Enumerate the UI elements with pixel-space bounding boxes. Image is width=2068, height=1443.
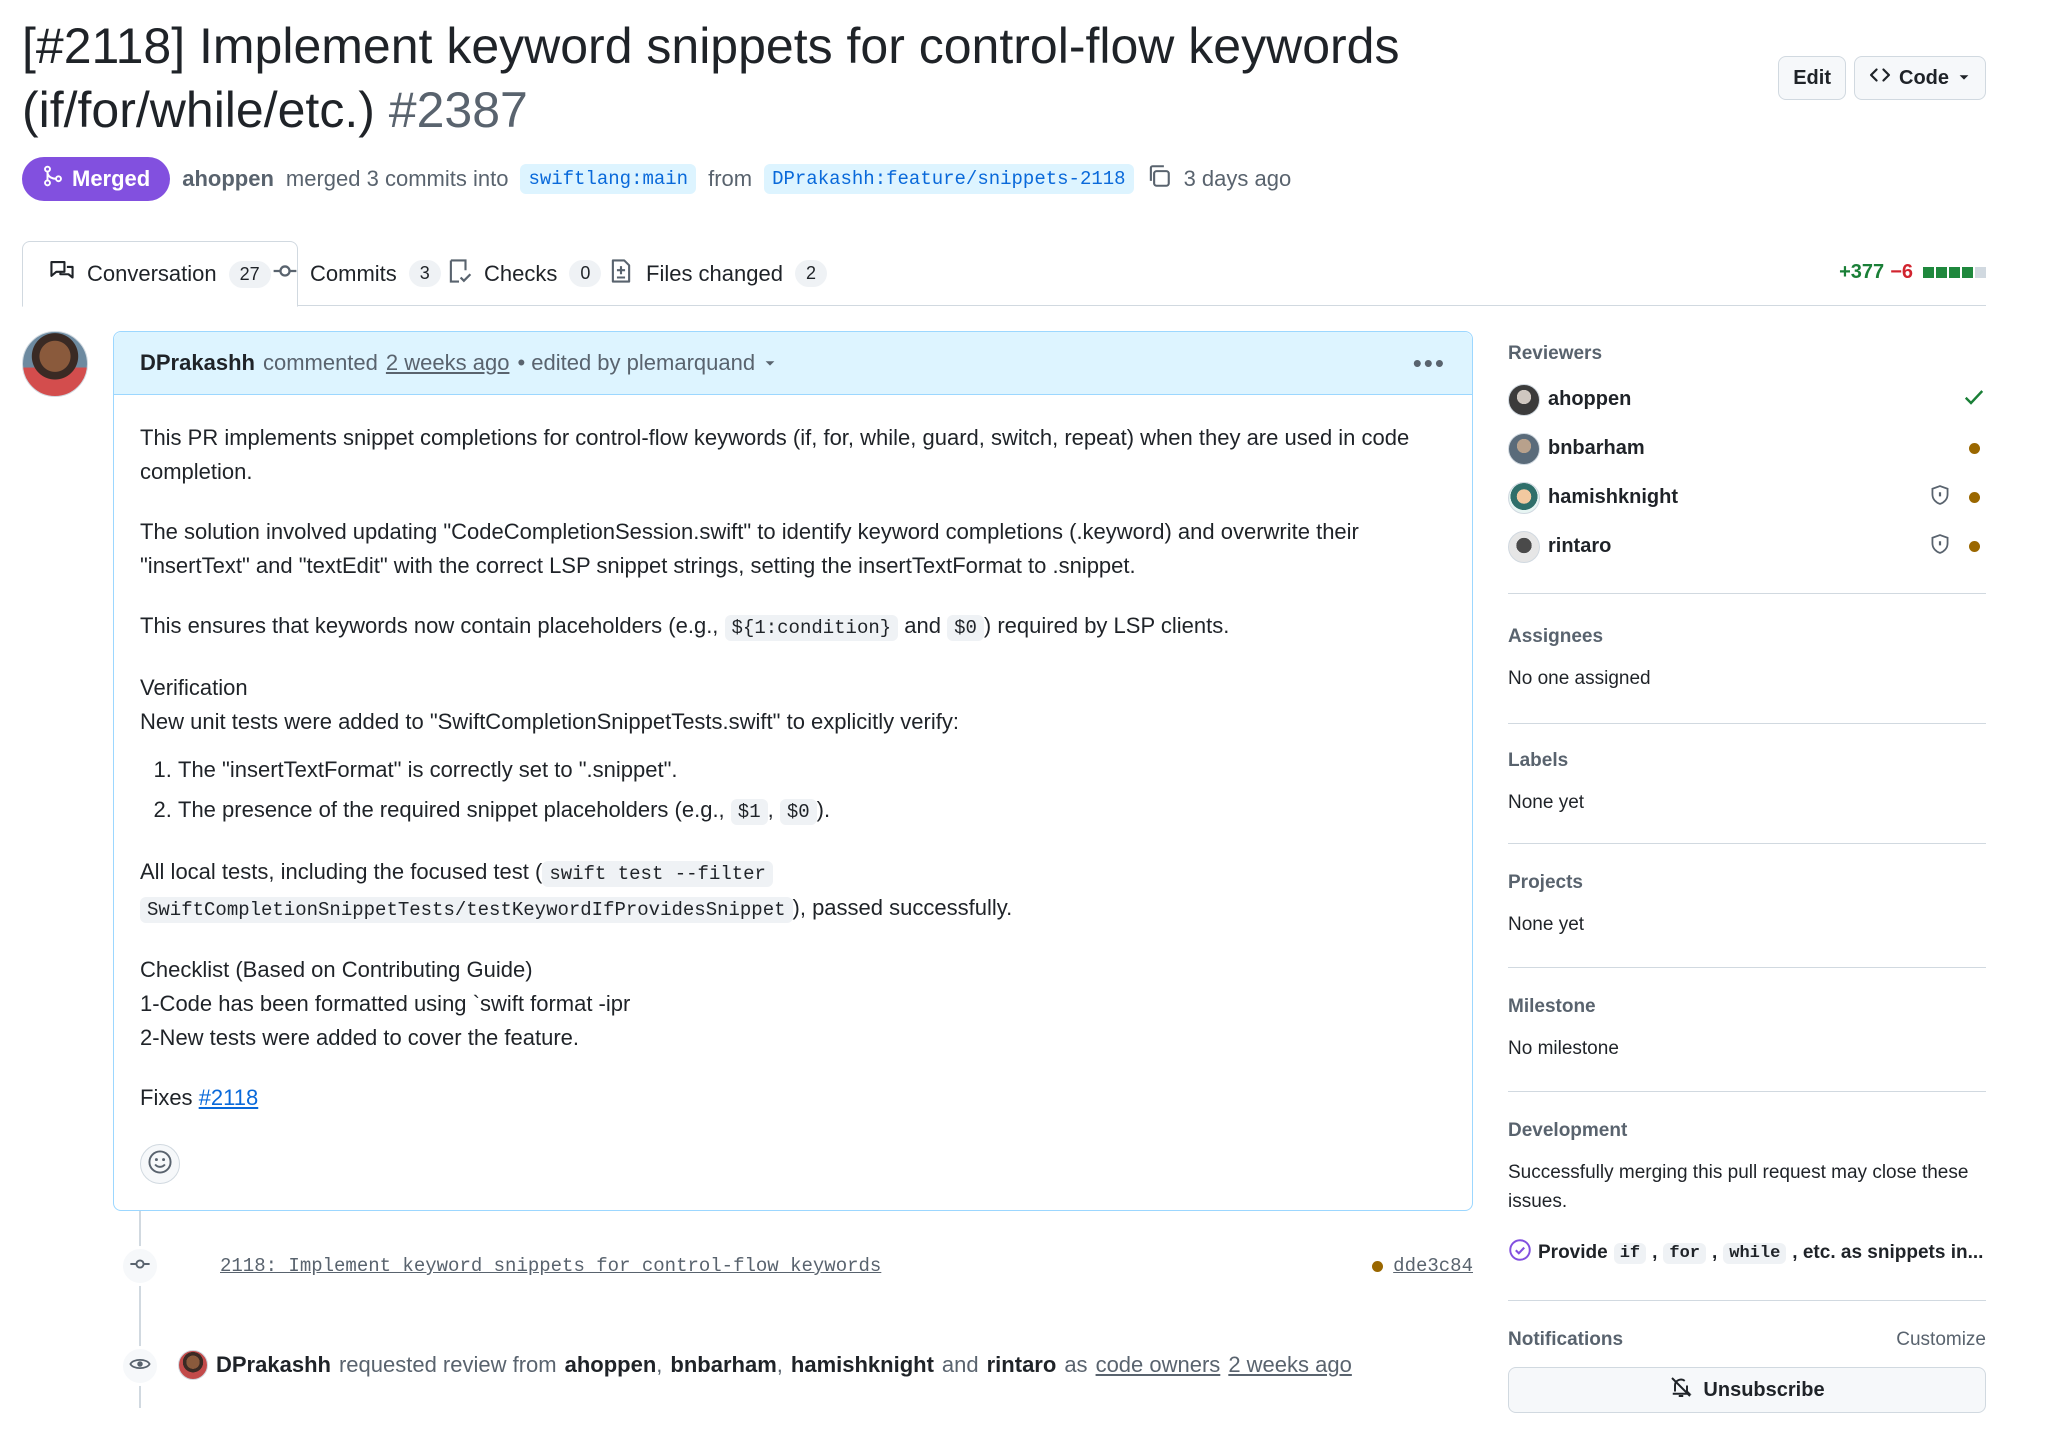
heading-text: Assignees <box>1508 626 1604 647</box>
pr-number: #2387 <box>388 82 528 138</box>
copy-icon[interactable] <box>1146 163 1172 195</box>
paragraph: New unit tests were added to "SwiftCompletionSnippetTests.swift" to explicitly verify: <box>140 709 959 734</box>
reviewer-link[interactable]: bnbarham <box>670 1352 777 1377</box>
check-icon <box>1962 385 1986 415</box>
reviewer-state <box>1929 484 1986 512</box>
text: Provide <box>1538 1242 1608 1263</box>
paragraph <box>140 855 1446 927</box>
tab-label: Conversation <box>87 261 217 286</box>
projects-section <box>1508 844 1986 968</box>
comment-verb: commented <box>262 350 378 375</box>
assignees-section <box>1508 594 1986 724</box>
text: Fixes <box>140 1085 193 1110</box>
git-commit-icon <box>129 1253 151 1280</box>
checklist-item: 2-New tests were added to cover the feature. <box>140 1025 580 1050</box>
tab-files-changed[interactable] <box>582 241 853 306</box>
text: All local tests, including the focused test ( <box>140 859 543 884</box>
heading-text: Milestone <box>1508 996 1596 1017</box>
development-section <box>1508 1092 1986 1301</box>
status-label: Merged <box>72 166 151 191</box>
reviewer-name: ahoppen <box>1548 388 1632 410</box>
heading-text: Development <box>1508 1120 1628 1141</box>
inline-code: $0 <box>947 615 984 641</box>
reviewer-item[interactable] <box>1508 424 1986 473</box>
heading-text: Notifications <box>1508 1329 1624 1350</box>
text: , <box>767 797 780 822</box>
verification-list <box>178 753 1446 829</box>
unsubscribe-button[interactable] <box>1508 1367 1986 1413</box>
reviewer-link[interactable]: ahoppen <box>564 1352 657 1377</box>
tab-counter: 2 <box>795 260 827 287</box>
labels-section <box>1508 724 1986 844</box>
reviewer-state <box>1962 385 1986 415</box>
additions-count: +377 <box>1839 261 1885 283</box>
avatar <box>1508 482 1540 514</box>
customize-link[interactable]: Customize <box>1896 1329 1986 1350</box>
checklist-title: Checklist (Based on Contributing Guide) <box>140 957 533 982</box>
text: as <box>1064 1352 1088 1377</box>
tab-label: Commits <box>310 260 397 286</box>
head-branch[interactable]: DPrakashh:feature/snippets-2118 <box>764 164 1133 194</box>
verification-title: Verification <box>140 675 248 700</box>
commit-sha: dde3c84 <box>1393 1255 1473 1277</box>
comment-discussion-icon <box>49 258 75 290</box>
list-item: 1. The "insertTextFormat" is correctly set to ".snippet". <box>178 753 1446 787</box>
text: , <box>656 1352 663 1377</box>
assignees-heading[interactable] <box>1508 626 1986 648</box>
labels-value: None yet <box>1508 792 1585 813</box>
commit-sha-link[interactable] <box>1372 1255 1473 1277</box>
notifications-heading <box>1508 1329 1986 1351</box>
code-button-label: Code <box>1899 66 1949 89</box>
merge-action-text: merged 3 commits into <box>285 166 509 191</box>
avatar[interactable] <box>22 331 88 397</box>
from-text: from <box>708 166 753 191</box>
merge-time: 3 days ago <box>1183 166 1292 191</box>
timeline-commit <box>220 1250 1473 1282</box>
avatar <box>1508 384 1540 416</box>
text: The presence of the required snippet placeholders (e.g., <box>178 797 731 822</box>
checklist-icon <box>446 258 472 290</box>
development-text: Successfully merging this pull request may close these issues. <box>1508 1162 1969 1212</box>
reviewer-item[interactable] <box>1508 473 1986 522</box>
milestone-section <box>1508 968 1986 1092</box>
shield-lock-icon <box>1929 533 1951 561</box>
comment-time[interactable]: 2 weeks ago <box>385 350 510 375</box>
pr-title <box>22 14 1442 142</box>
edit-button-label: Edit <box>1793 66 1831 89</box>
fixes-line <box>140 1081 1446 1115</box>
pending-dot <box>1969 492 1980 503</box>
add-reaction-button[interactable] <box>140 1144 180 1184</box>
reviewer-name: hamishknight <box>1548 486 1679 508</box>
heading-text: Reviewers <box>1508 343 1603 364</box>
triangle-down-icon[interactable] <box>763 350 777 376</box>
smiley-icon <box>147 1149 173 1180</box>
milestone-heading[interactable] <box>1508 996 1986 1018</box>
assignees-value: No one assigned <box>1508 668 1651 689</box>
edited-by[interactable]: • edited by plemarquand <box>517 350 756 375</box>
tab-counter: 3 <box>409 260 441 287</box>
paragraph: This PR implements snippet completions for control-flow keywords (if, for, while, guard, switch, repeat) when they are used in code completion. <box>140 425 1410 484</box>
tab-label: Checks <box>484 260 558 286</box>
inline-code: $1 <box>731 799 768 825</box>
review-time[interactable]: 2 weeks ago <box>1228 1352 1352 1377</box>
comment-author[interactable]: DPrakashh <box>140 350 255 375</box>
reviewers-heading[interactable] <box>1508 343 1986 365</box>
tab-counter: 0 <box>569 260 601 287</box>
reviewer-link[interactable]: hamishknight <box>790 1352 934 1377</box>
diffstat[interactable] <box>1839 261 1986 284</box>
reviewer-state <box>1929 533 1986 561</box>
code-icon <box>1869 64 1891 92</box>
text: ). <box>816 797 831 822</box>
reviewer-name: bnbarham <box>1548 437 1645 459</box>
pending-dot <box>1969 541 1980 552</box>
inline-code: for <box>1663 1243 1706 1264</box>
diffstat-blocks <box>1923 267 1986 278</box>
text: ), passed successfully. <box>792 895 1013 920</box>
reviewers-section <box>1508 331 1986 594</box>
inline-code: swift test --filter <box>542 861 773 887</box>
deletions-count: −6 <box>1890 261 1913 283</box>
file-diff-icon <box>608 258 634 290</box>
eye-icon <box>129 1353 151 1380</box>
review-text: requested review from <box>338 1352 557 1377</box>
reviewer-state <box>1969 443 1986 454</box>
issue-link[interactable]: #2118 <box>198 1085 259 1110</box>
header-actions <box>1778 56 1986 100</box>
paragraph <box>140 609 1446 645</box>
comment-header <box>114 332 1472 395</box>
status-dot <box>1372 1261 1383 1272</box>
issue-closed-icon <box>1508 1238 1532 1268</box>
reviewer-link[interactable]: rintaro <box>986 1352 1057 1377</box>
edit-button[interactable] <box>1778 56 1846 100</box>
caret-down-icon <box>1957 67 1971 90</box>
shield-lock-icon <box>1929 484 1951 512</box>
reviewer-item[interactable] <box>1508 375 1986 424</box>
projects-heading[interactable] <box>1508 872 1986 894</box>
tab-counter: 27 <box>229 261 271 288</box>
commit-message-link[interactable]: 2118: Implement keyword snippets for control-flow keywords <box>220 1255 882 1277</box>
inline-code: $0 <box>780 799 817 825</box>
avatar[interactable] <box>178 1350 208 1380</box>
checklist-item: 1-Code has been formatted using `swift format -ipr <box>140 991 631 1016</box>
tab-label: Files changed <box>646 260 783 286</box>
paragraph: The solution involved updating "CodeCompletionSession.swift" to identify keyword completions (.keyword) and overwrite their "insertText" and "textEdit" with the correct LSP snippet strings, setting the insertTextFormat to .snippet. <box>140 519 1359 578</box>
heading-text: Projects <box>1508 872 1583 893</box>
inline-code: if <box>1614 1243 1646 1264</box>
pr-description-comment <box>113 331 1473 1211</box>
commit-badge <box>120 1246 160 1286</box>
text: and <box>898 613 948 638</box>
pr-tabs <box>22 241 1986 306</box>
sidebar <box>1508 331 1986 1443</box>
comment-body <box>114 395 1472 1115</box>
review-request-badge <box>120 1346 160 1386</box>
inline-code: ${1:condition} <box>725 615 899 641</box>
avatar <box>1508 433 1540 465</box>
development-heading[interactable] <box>1508 1120 1986 1142</box>
pr-title-text: [#2118] Implement keyword snippets for control-flow keywords (if/for/while/etc.) <box>22 18 1400 138</box>
inline-code: SwiftCompletionSnippetTests/testKeywordIfProvidesSnippet <box>140 897 793 923</box>
text: This ensures that keywords now contain placeholders (e.g., <box>140 613 725 638</box>
text: , <box>776 1352 783 1377</box>
notifications-section <box>1508 1301 1986 1443</box>
merger-link[interactable]: ahoppen <box>182 166 274 191</box>
review-requester[interactable]: DPrakashh <box>216 1352 331 1377</box>
reviewer-item[interactable] <box>1508 522 1986 571</box>
list-item <box>178 793 1446 829</box>
labels-heading[interactable] <box>1508 750 1986 772</box>
pr-meta <box>22 157 1291 201</box>
code-owners-link[interactable]: code owners <box>1095 1352 1221 1377</box>
heading-text: Labels <box>1508 750 1569 771</box>
reviewer-name: rintaro <box>1548 535 1612 557</box>
git-commit-icon <box>272 258 298 290</box>
base-branch[interactable]: swiftlang:main <box>520 164 696 194</box>
text: , etc. as snippets in... <box>1792 1242 1984 1263</box>
unsubscribe-label: Unsubscribe <box>1703 1378 1825 1401</box>
text: ) required by LSP clients. <box>983 613 1230 638</box>
text: and <box>941 1352 979 1377</box>
kebab-horizontal-icon[interactable]: ••• <box>1412 347 1446 378</box>
timeline-review-request <box>178 1350 1352 1380</box>
bell-slash-icon <box>1669 1375 1693 1405</box>
merge-icon <box>42 165 64 193</box>
linked-issue[interactable]: Provide if , for , while , etc. as snippets in... <box>1508 1238 1986 1268</box>
pending-dot <box>1969 443 1980 454</box>
inline-code: while <box>1723 1243 1786 1264</box>
code-button[interactable] <box>1854 56 1986 100</box>
status-badge <box>22 157 170 201</box>
avatar <box>1508 531 1540 563</box>
milestone-value: No milestone <box>1508 1038 1619 1059</box>
projects-value: None yet <box>1508 914 1585 935</box>
